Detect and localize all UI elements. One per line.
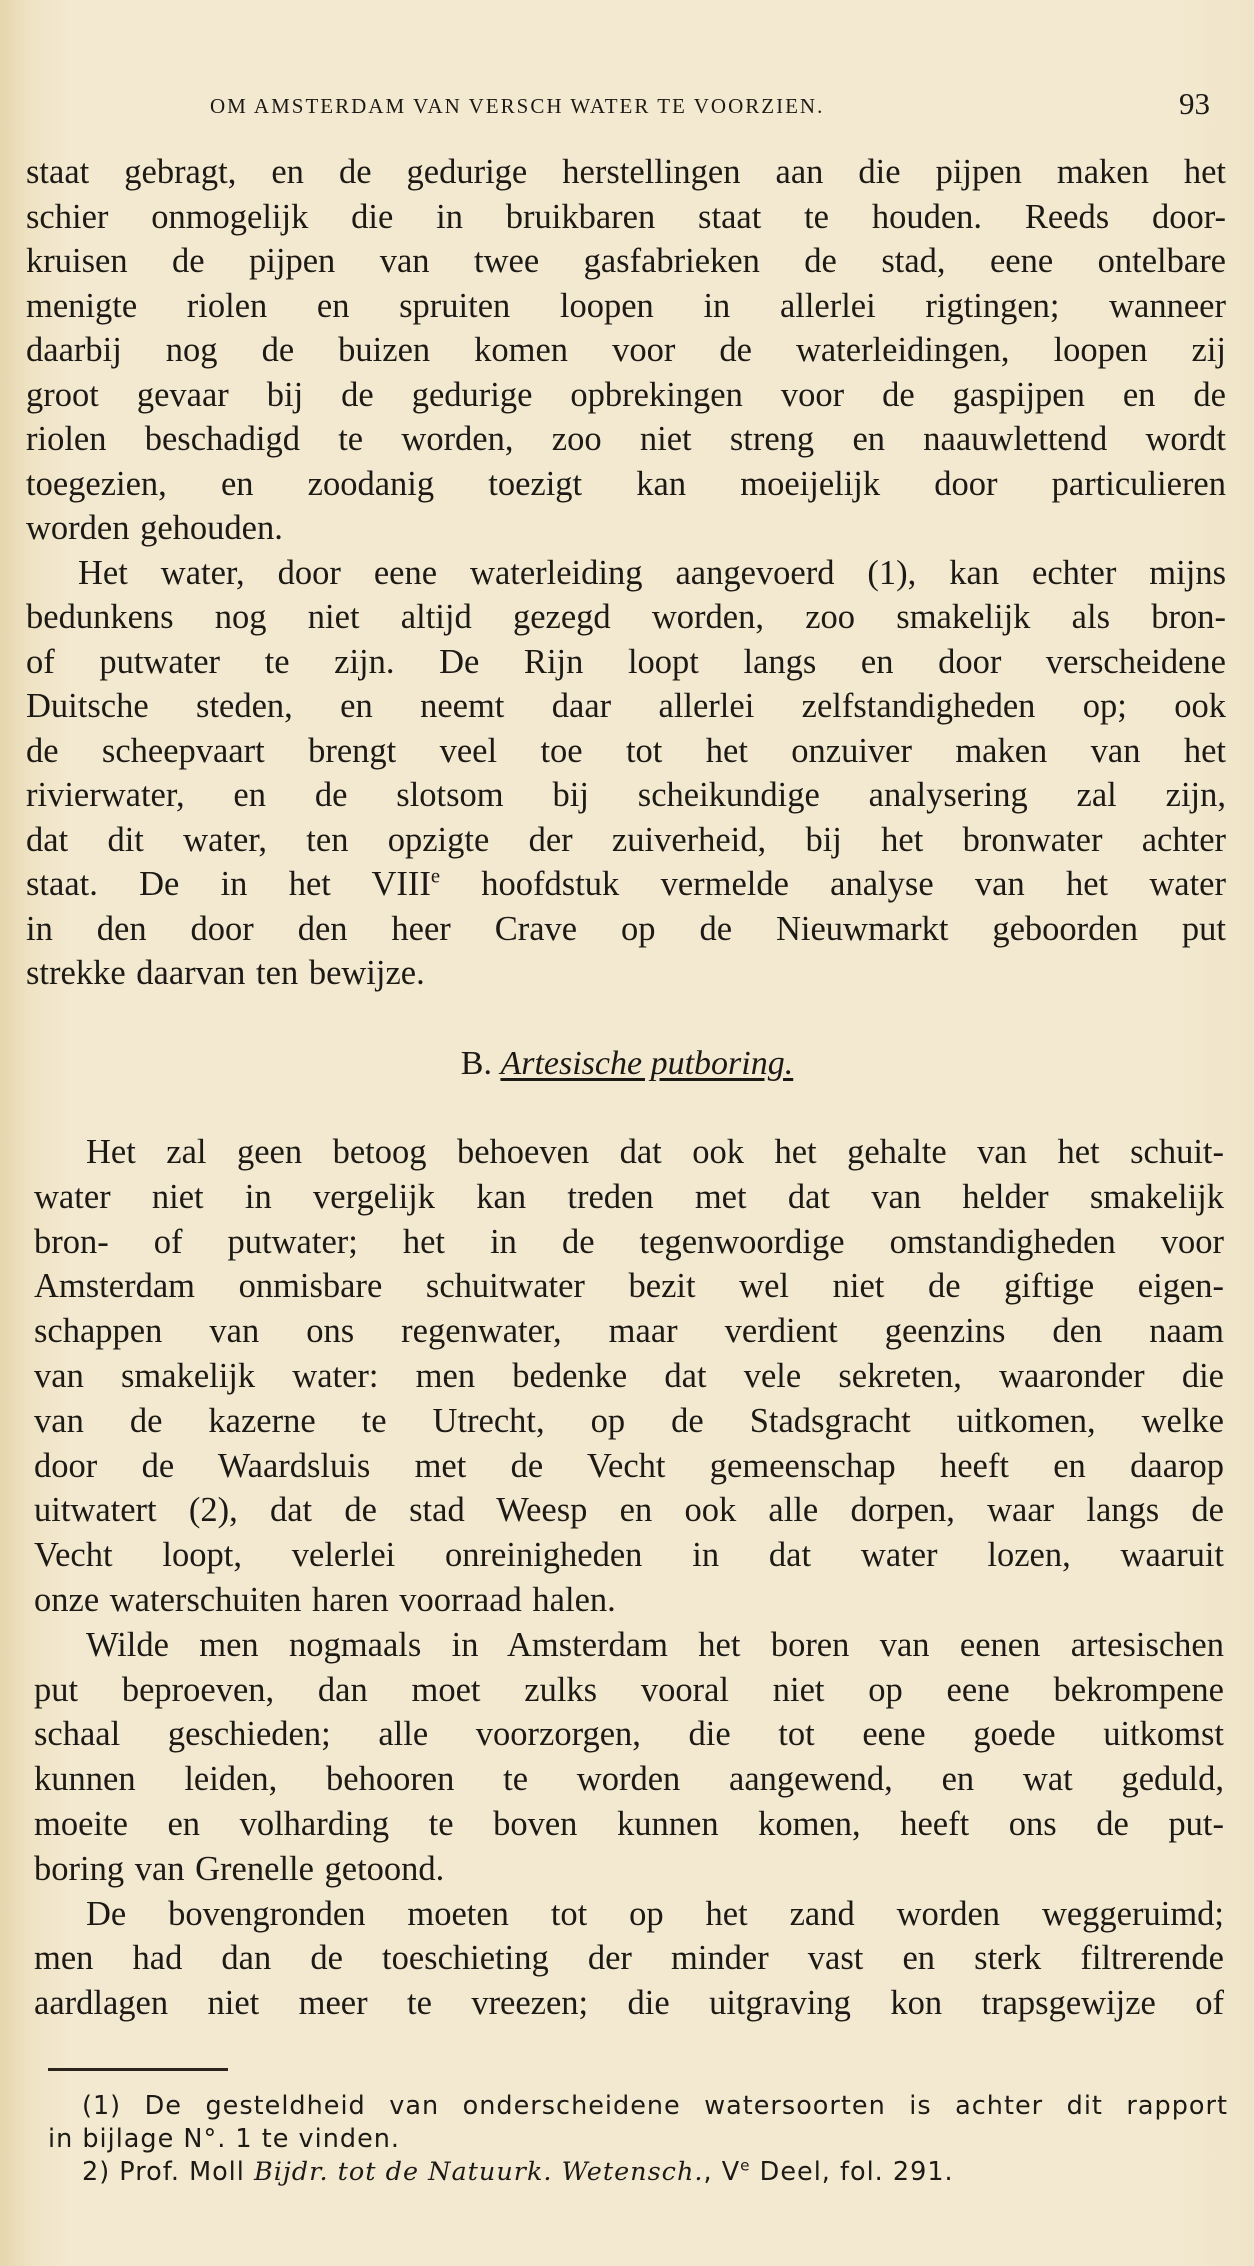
text-line: kunnen leiden, behooren te worden aangewend, en wat geduld, bbox=[34, 1760, 1224, 1799]
text-line: schaal geschieden; alle voorzorgen, die tot eene goede uitkomst bbox=[34, 1715, 1224, 1754]
viii-superscript: e bbox=[430, 865, 441, 888]
text-line: dat dit water, ten opzigte der zuiverheid, bij het bronwater achter bbox=[26, 820, 1226, 859]
section-title: Artesische putboring. bbox=[500, 1045, 794, 1082]
text-line: kruisen de pijpen van twee gasfabrieken de stad, eene ontelbare bbox=[26, 242, 1226, 280]
body-text-top bbox=[26, 150, 1226, 996]
footnote-2-prefix: 2) Prof. Moll bbox=[82, 2157, 254, 2187]
footnote-line: (1) De gesteldheid van onderscheidene watersoorten is achter dit rapport bbox=[82, 2091, 1228, 2121]
text-line: aardlagen niet meer te vreezen; die uitgraving kon trapsgewijze of bbox=[34, 1984, 1224, 2023]
text-line: onze waterschuiten haren voorraad halen. bbox=[34, 1580, 616, 1619]
text-line: menigte riolen en spruiten loopen in allerlei rigtingen; wanneer bbox=[26, 286, 1226, 325]
footnote-2-suffix: , V bbox=[703, 2157, 741, 2187]
text-line: groot gevaar bij de gedurige opbrekingen voor de gaspijpen en de bbox=[26, 375, 1226, 414]
page-number: 93 bbox=[1179, 86, 1210, 121]
footnote-rule bbox=[48, 2068, 228, 2071]
text-line: de scheepvaart brengt veel toe tot het onzuiver maken van het bbox=[26, 731, 1226, 770]
text-line: water niet in vergelijk kan treden met dat van helder smakelijk bbox=[34, 1177, 1224, 1216]
viii-before: staat. De in het VIII bbox=[26, 865, 431, 903]
paragraph bbox=[26, 150, 1226, 551]
text-line-viii bbox=[26, 862, 1226, 907]
text-line: schier onmogelijk die in bruikbaren staat te houden. Reeds door- bbox=[26, 197, 1226, 236]
text-line: rivierwater, en de slotsom bij scheikundige analysering zal zijn, bbox=[26, 776, 1226, 814]
page-header bbox=[210, 86, 1210, 126]
footnote-2-end: Deel, fol. 291. bbox=[750, 2157, 954, 2187]
section-heading bbox=[0, 1045, 1254, 1083]
footnote-2-superscript: e bbox=[740, 2156, 751, 2175]
viii-after: hoofdstuk vermelde analyse van het water bbox=[440, 865, 1226, 903]
paragraph bbox=[34, 1130, 1224, 1623]
text-line: schappen van ons regenwater, maar verdient geenzins den naam bbox=[34, 1312, 1224, 1351]
running-head: OM AMSTERDAM VAN VERSCH WATER TE VOORZIEN. bbox=[210, 94, 825, 118]
text-line: Amsterdam onmisbare schuitwater bezit wel niet de giftige eigen- bbox=[34, 1267, 1224, 1306]
text-line: bedunkens nog niet altijd gezegd worden, zoo smakelijk als bron- bbox=[26, 598, 1226, 636]
text-line: van smakelijk water: men bedenke dat vele sekreten, waaronder die bbox=[34, 1356, 1224, 1395]
text-line: riolen beschadigd te worden, zoo niet streng en naauwlettend wordt bbox=[26, 420, 1226, 458]
text-line: Het water, door eene waterleiding aangevoerd (1), kan echter mijns bbox=[78, 553, 1226, 592]
footnote-1 bbox=[48, 2090, 1228, 2156]
text-line: Duitsche steden, en neemt daar allerlei zelfstandigheden op; ook bbox=[26, 687, 1226, 725]
paragraph bbox=[26, 551, 1226, 996]
body-text-bottom bbox=[34, 1130, 1224, 2026]
text-line: Het zal geen betoog behoeven dat ook het gehalte van het schuit- bbox=[86, 1133, 1224, 1171]
text-line: boring van Grenelle getoond. bbox=[34, 1849, 445, 1888]
text-line: strekke daarvan ten bewijze. bbox=[26, 954, 425, 992]
text-line: toegezien, en zoodanig toezigt kan moeijelijk door particulieren bbox=[26, 464, 1226, 503]
text-line: van de kazerne te Utrecht, op de Stadsgracht uitkomen, welke bbox=[34, 1401, 1224, 1440]
paragraph bbox=[34, 1892, 1224, 2026]
text-line: in den door den heer Crave op de Nieuwmarkt geboorden put bbox=[26, 909, 1226, 948]
text-line: Wilde men nogmaals in Amsterdam het boren van eenen artesischen bbox=[86, 1625, 1224, 1664]
paragraph bbox=[34, 1623, 1224, 1892]
text-line: staat gebragt, en de gedurige herstellingen aan die pijpen maken het bbox=[26, 153, 1226, 191]
text-line: De bovengronden moeten tot op het zand worden weggeruimd; bbox=[86, 1894, 1224, 1933]
text-line: daarbij nog de buizen komen voor de waterleidingen, loopen zij bbox=[26, 331, 1226, 369]
footnote-2 bbox=[48, 2156, 1228, 2189]
footnote-line: in bijlage N°. 1 te vinden. bbox=[48, 2124, 401, 2154]
footnotes bbox=[48, 2090, 1228, 2189]
text-line: Vecht loopt, velerlei onreinigheden in dat water lozen, waaruit bbox=[34, 1536, 1224, 1575]
text-line: bron- of putwater; het in de tegenwoordige omstandigheden voor bbox=[34, 1222, 1224, 1261]
text-line: worden gehouden. bbox=[26, 509, 283, 547]
section-letter: B. bbox=[460, 1045, 492, 1082]
text-line: door de Waardsluis met de Vecht gemeenschap heeft en daarop bbox=[34, 1446, 1224, 1485]
text-line: uitwatert (2), dat de stad Weesp en ook alle dorpen, waar langs de bbox=[34, 1491, 1224, 1530]
text-line: put beproeven, dan moet zulks vooral niet op eene bekrompene bbox=[34, 1670, 1224, 1709]
text-line: moeite en volharding te boven kunnen komen, heeft ons de put- bbox=[34, 1804, 1224, 1843]
footnote-2-title: Bijdr. tot de Natuurk. Wetensch. bbox=[253, 2157, 704, 2187]
text-line: men had dan de toeschieting der minder vast en sterk filtrerende bbox=[34, 1939, 1224, 1978]
text-line: of putwater te zijn. De Rijn loopt langs en door verscheidene bbox=[26, 642, 1226, 681]
footnote-line bbox=[48, 2156, 1228, 2189]
